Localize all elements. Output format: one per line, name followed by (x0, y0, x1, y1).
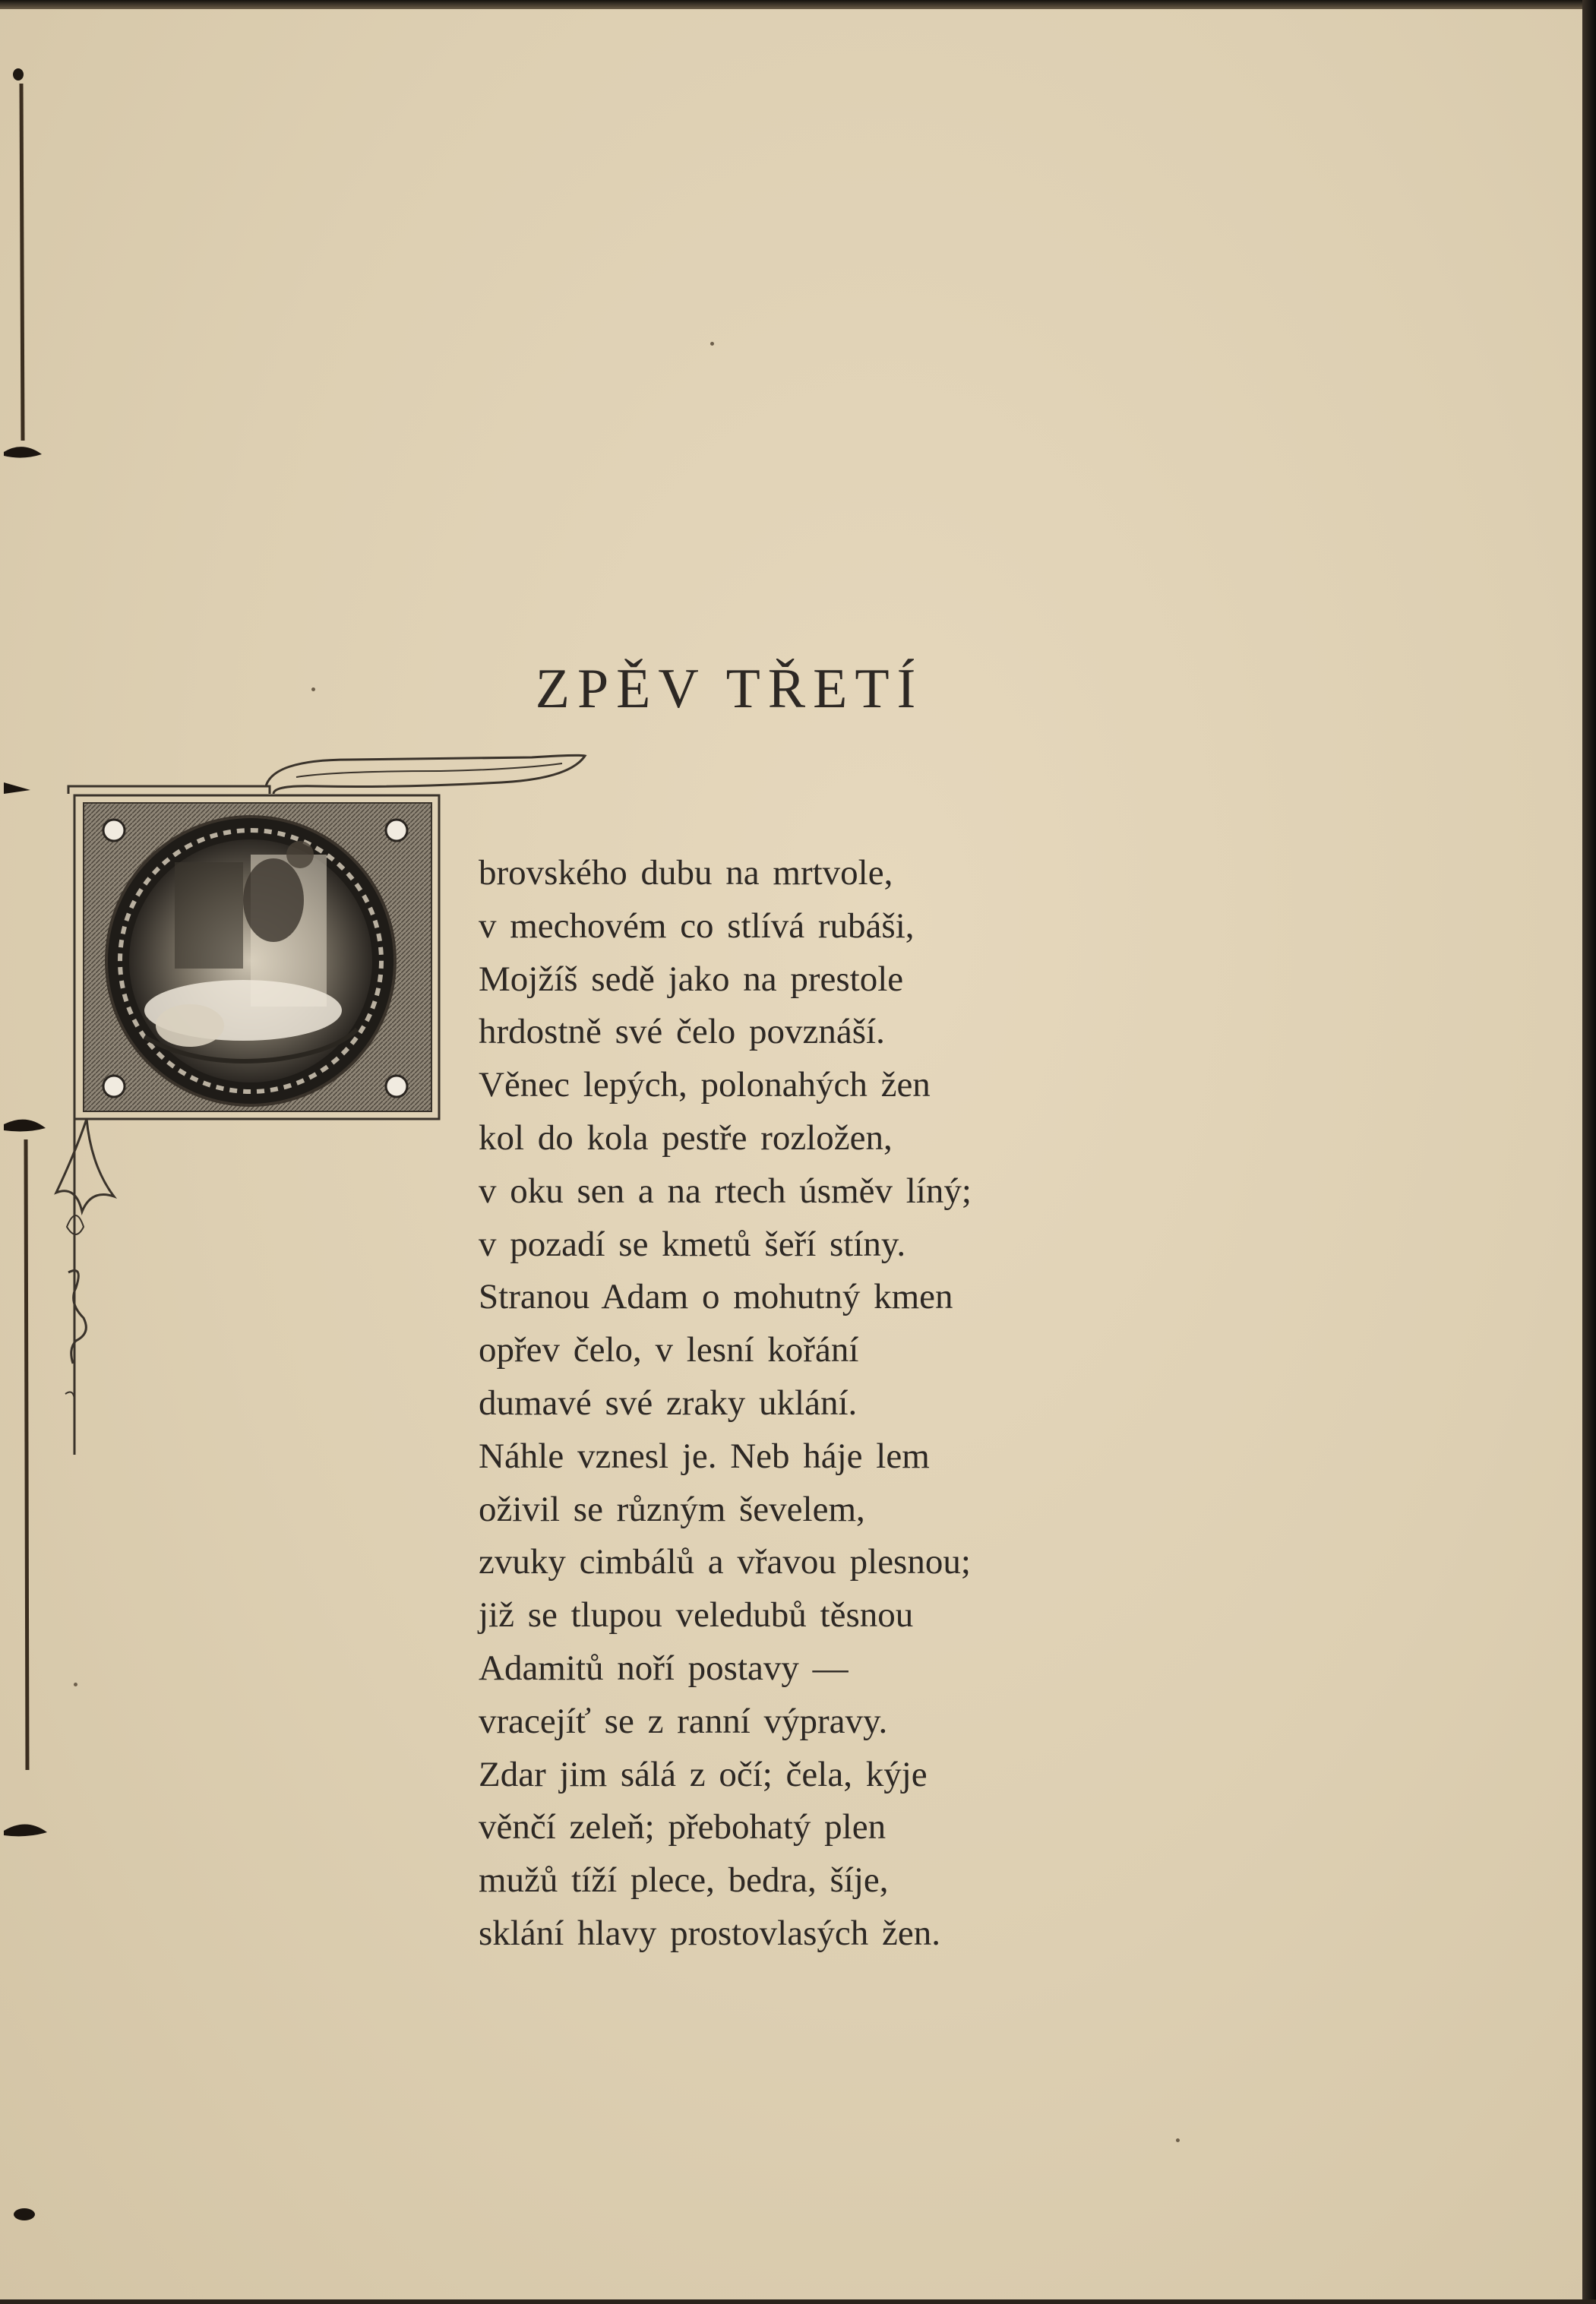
poem-line: v pozadí se kmetů šeří stíny. (479, 1224, 906, 1264)
poem-line: hrdostně své čelo povznáší. (479, 1012, 885, 1052)
right-edge (1582, 0, 1596, 2304)
top-edge (0, 0, 1596, 9)
chapter-title: ZPĚV TŘETÍ (535, 657, 924, 720)
poem-line: v mechovém co stlívá rubáši, (479, 905, 915, 946)
poem-line: Adamitů noří postavy — (479, 1648, 849, 1688)
poem-line: mužů tíží plece, bedra, šíje, (479, 1860, 889, 1901)
paper-speck (74, 1683, 77, 1686)
poem-line: zvuky cimbálů a vřavou plesnou; (479, 1542, 971, 1582)
poem-line: Zdar jim sálá z očí; čela, kýje (479, 1754, 928, 1794)
poem-line: vracejíť se z ranní výpravy. (479, 1701, 888, 1741)
poem-stanza (479, 847, 1238, 1961)
poem-line: v oku sen a na rtech úsměv líný; (479, 1171, 972, 1211)
paper-speck (710, 342, 714, 346)
poem-line: Mojžíš sedě jako na prestole (479, 959, 904, 999)
poem-line: oživil se různým ševelem, (479, 1489, 865, 1529)
poem-line: opřev čelo, v lesní kořání (479, 1330, 859, 1370)
poem-line: brovského dubu na mrtvole, (479, 853, 893, 893)
poem-line: Věnec lepých, polonahých žen (479, 1065, 931, 1105)
poem-line: Náhle vznesl je. Neb háje lem (479, 1436, 930, 1476)
poem-line: dumavé své zraky uklání. (479, 1383, 858, 1423)
poem-line: již se tlupou veledubů těsnou (479, 1595, 914, 1636)
poem-line: sklání hlavy prostovlasých žen. (479, 1913, 940, 1953)
poem-line: věnčí zeleň; přebohatý plen (479, 1807, 886, 1847)
paper-speck (1176, 2138, 1180, 2142)
poem-line: Stranou Adam o mohutný kmen (479, 1277, 953, 1317)
bottom-edge (0, 2299, 1596, 2304)
poem-line: kol do kola pestře rozložen, (479, 1117, 893, 1158)
paper-speck (311, 687, 315, 691)
